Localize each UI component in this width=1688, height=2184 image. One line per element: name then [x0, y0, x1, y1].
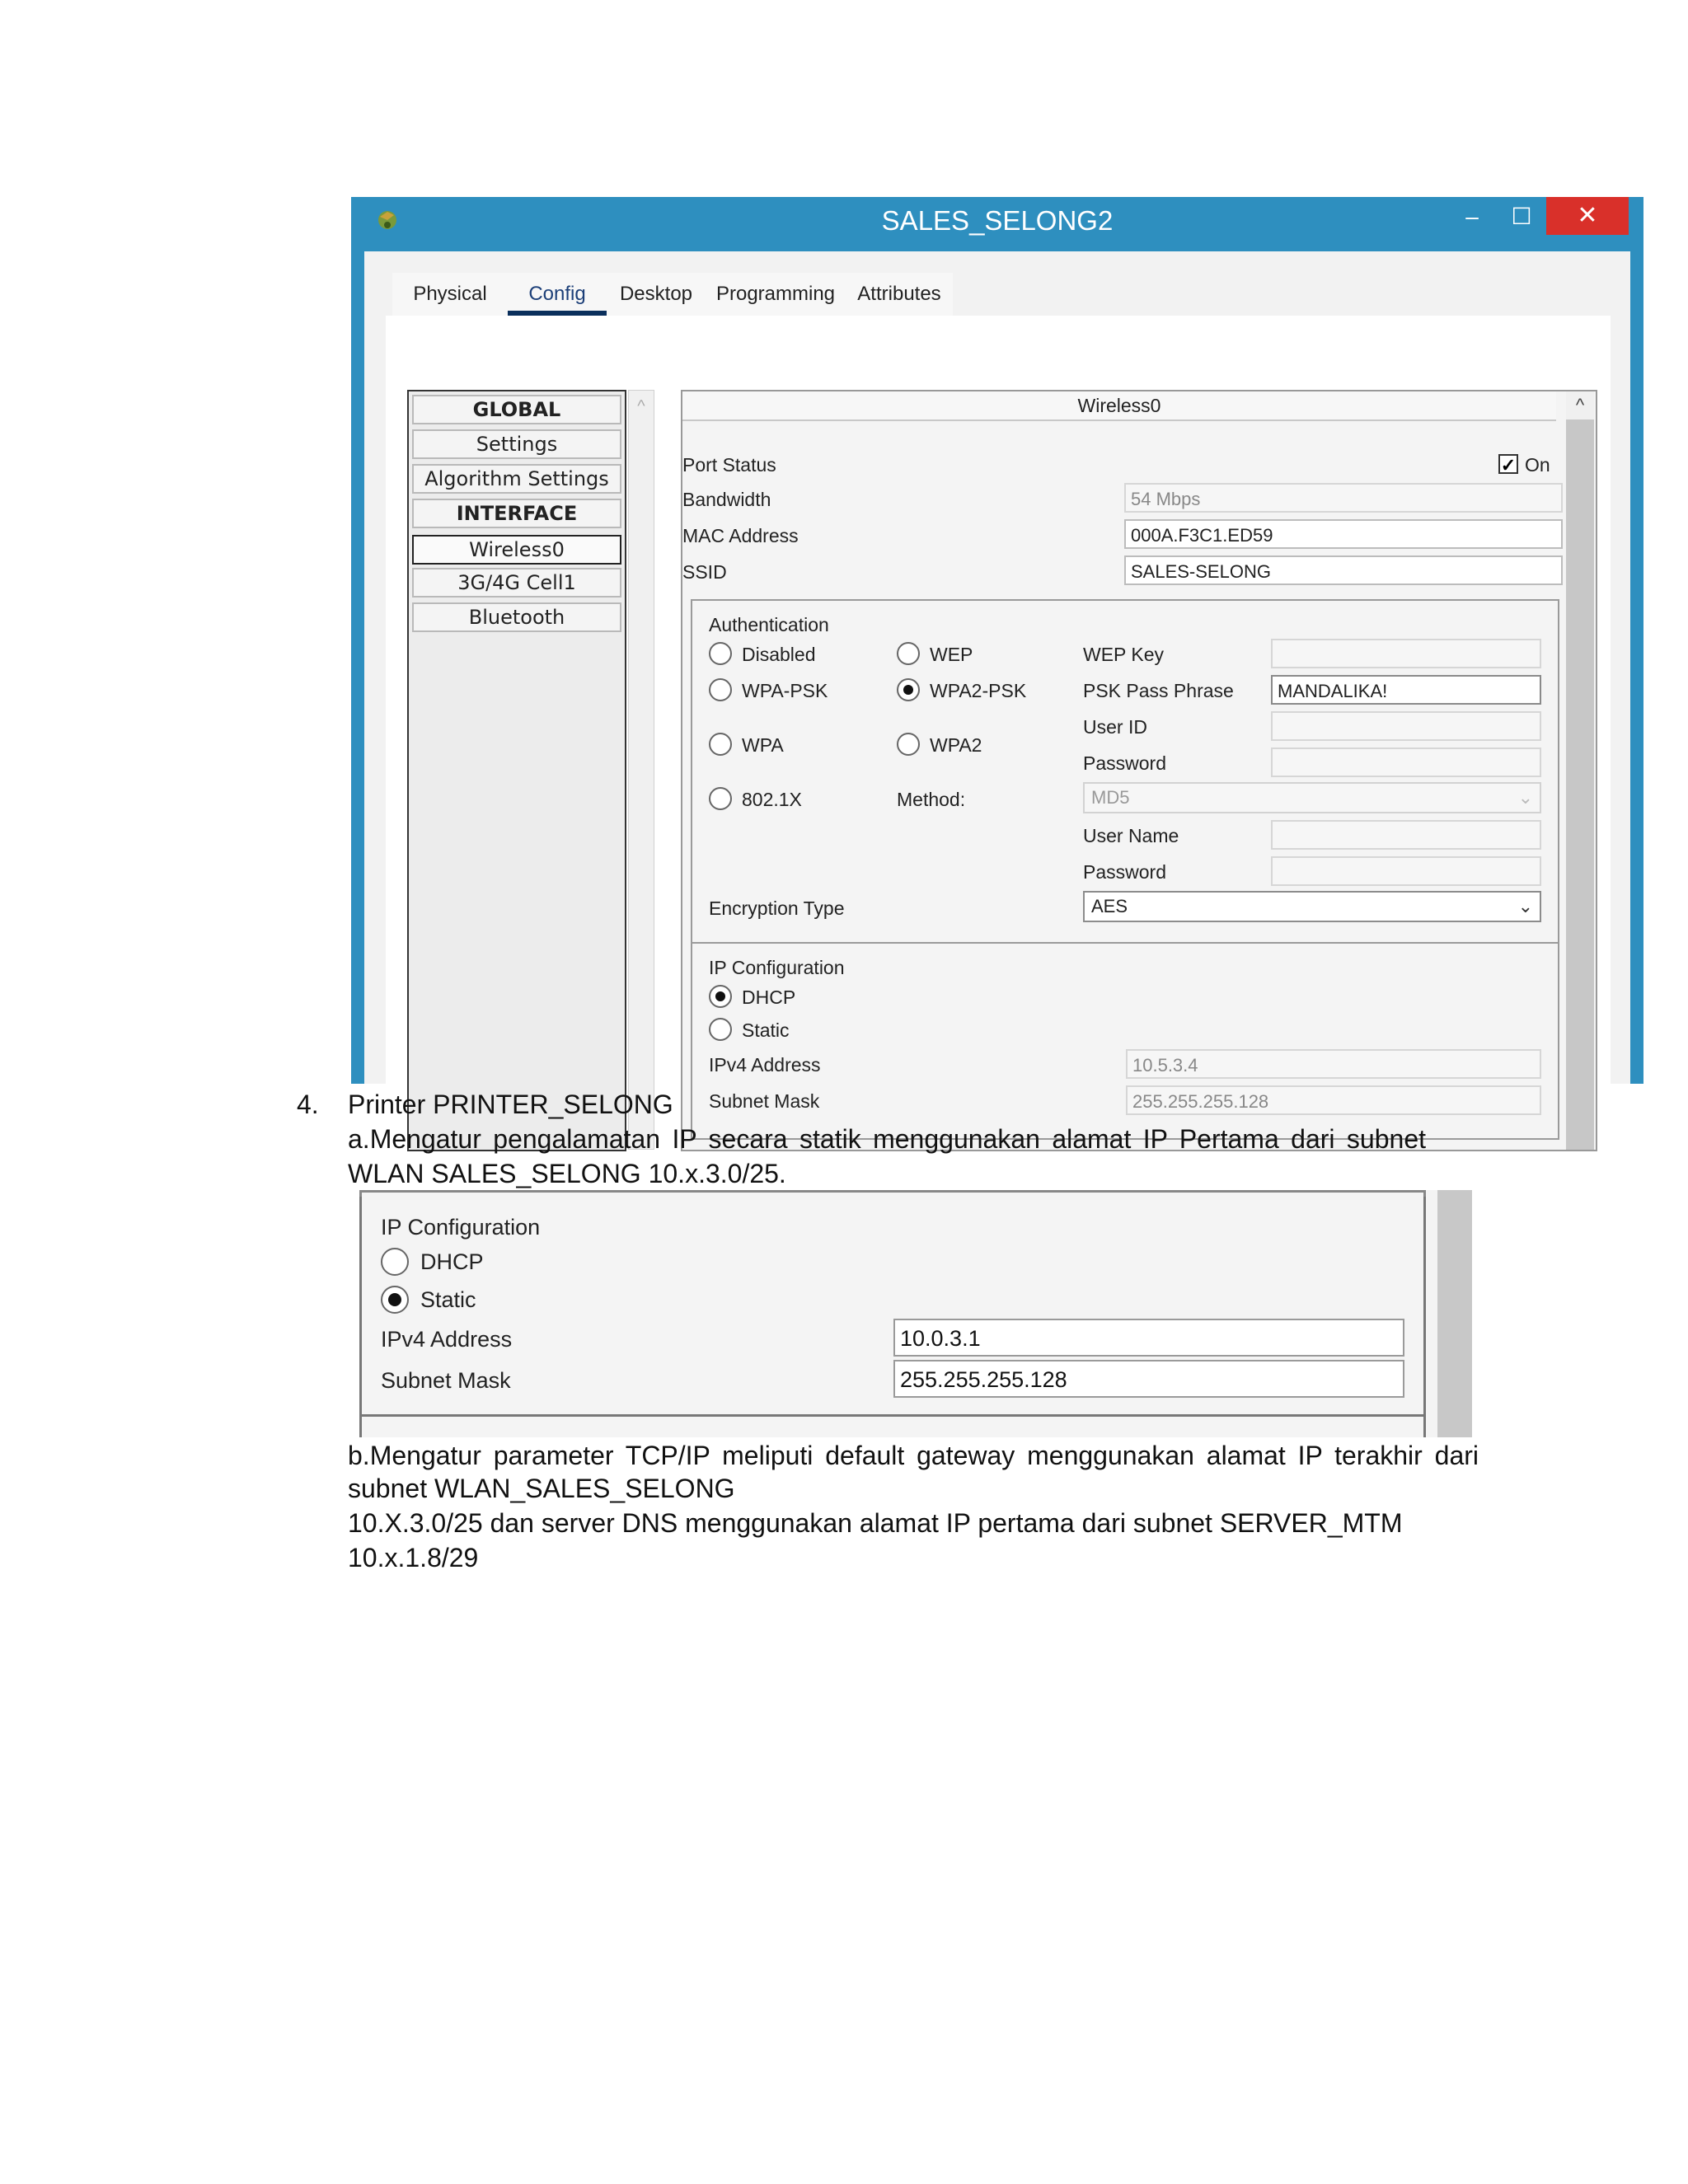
frame-top-border [359, 1190, 1426, 1197]
sidebar-item-interface[interactable]: INTERFACE [412, 499, 621, 528]
wep-key-field [1271, 639, 1541, 668]
item-title: Printer PRINTER_SELONG [348, 1090, 673, 1119]
ip-dhcp-radio[interactable] [381, 1248, 409, 1276]
ipv4-address-field[interactable]: 10.0.3.1 [893, 1319, 1404, 1357]
psk-pass-phrase-label: PSK Pass Phrase [1083, 680, 1234, 701]
ip-dhcp-label: DHCP [420, 1249, 484, 1274]
encryption-type-value: AES [1091, 896, 1128, 916]
ip-static-label: Static [742, 1019, 790, 1041]
wireless-config-panel [681, 390, 1597, 1151]
subnet-mask-label: Subnet Mask [381, 1368, 511, 1393]
item-number: 4. [297, 1090, 319, 1119]
scroll-up-icon[interactable]: ^ [1566, 391, 1594, 419]
window-title: SALES_SELONG2 [881, 205, 1114, 236]
sidebar-item-3g4g-cell1[interactable]: 3G/4G Cell1 [412, 568, 621, 598]
subnet-mask-field[interactable]: 255.255.255.128 [893, 1360, 1404, 1398]
ssid-label: SSID [682, 561, 727, 583]
subnet-mask-field: 255.255.255.128 [1126, 1085, 1541, 1115]
ipv4-address-label: IPv4 Address [709, 1054, 821, 1076]
sidebar-scrollbar[interactable] [628, 390, 654, 1150]
auth-wpa2-psk-radio[interactable] [897, 678, 920, 701]
paragraph-a-line1: a.Mengatur pengalamatan IP secara statik menggunakan alamat IP Pertama dari subnet [348, 1124, 1426, 1154]
subnet-mask-label: Subnet Mask [709, 1090, 820, 1112]
paragraph-a-line2: WLAN SALES_SELONG 10.x.3.0/25. [348, 1159, 786, 1188]
paragraph-b-line4: 10.x.1.8/29 [348, 1543, 479, 1572]
auth-wep-radio[interactable] [897, 642, 920, 665]
chevron-down-icon: ⌄ [1517, 787, 1533, 808]
auth-wep-label: WEP [930, 644, 973, 665]
user-name-field [1271, 820, 1541, 850]
ip-config-screenshot [359, 1190, 1472, 1437]
sidebar-item-bluetooth[interactable]: Bluetooth [412, 602, 621, 632]
ip-configuration-title: IP Configuration [381, 1215, 541, 1240]
auth-wpa2-label: WPA2 [930, 734, 982, 756]
sidebar [407, 390, 626, 1151]
ipv4-address-label: IPv4 Address [381, 1327, 513, 1352]
tab-desktop[interactable]: Desktop [607, 273, 706, 316]
wep-key-label: WEP Key [1083, 644, 1164, 665]
port-status-label: Port Status [682, 454, 776, 476]
tab-physical[interactable]: Physical [392, 273, 508, 316]
bandwidth-field: 54 Mbps [1124, 483, 1563, 513]
method-select [1083, 782, 1541, 813]
auth-wpa-label: WPA [742, 734, 784, 756]
minimize-button[interactable]: – [1465, 204, 1479, 229]
ip-dhcp-radio[interactable] [709, 985, 732, 1008]
psk-pass-phrase-field[interactable]: MANDALIKA! [1271, 675, 1541, 705]
auth-wpa2-psk-label: WPA2-PSK [930, 680, 1027, 701]
paragraph-b-line1: b.Mengatur parameter TCP/IP meliputi default gateway menggunakan alamat IP terakhir dari [348, 1441, 1479, 1470]
ip-dhcp-label: DHCP [742, 987, 796, 1008]
ip-static-radio[interactable] [709, 1018, 732, 1041]
ip-static-radio[interactable] [381, 1286, 409, 1314]
password2-field [1271, 856, 1541, 886]
ip-static-label: Static [420, 1287, 476, 1312]
ip-configuration-title: IP Configuration [709, 957, 845, 978]
sidebar-item-algorithm-settings[interactable]: Algorithm Settings [412, 464, 621, 494]
paragraph-b-line2: subnet WLAN_SALES_SELONG [348, 1474, 735, 1503]
auth-wpa-psk-label: WPA-PSK [742, 680, 828, 701]
chevron-down-icon: ⌄ [1517, 896, 1533, 916]
mac-address-label: MAC Address [682, 525, 799, 546]
sidebar-item-global[interactable]: GLOBAL [412, 395, 621, 424]
tab-config[interactable]: Config [508, 273, 607, 316]
auth-8021x-radio[interactable] [709, 787, 732, 810]
ssid-field[interactable]: SALES-SELONG [1124, 555, 1563, 585]
authentication-group [691, 599, 1559, 944]
panel-title: Wireless0 [682, 391, 1556, 421]
panel-scrollbar[interactable] [1566, 391, 1594, 1150]
auth-disabled-label: Disabled [742, 644, 816, 665]
port-status-checkbox[interactable]: ✓ [1498, 454, 1518, 474]
encryption-type-select[interactable] [1083, 891, 1541, 922]
password2-label: Password [1083, 861, 1166, 883]
user-name-label: User Name [1083, 825, 1179, 846]
paragraph-b-line3: 10.X.3.0/25 dan server DNS menggunakan alamat IP pertama dari subnet SERVER_MTM [348, 1508, 1403, 1538]
sidebar-item-wireless0[interactable]: Wireless0 [412, 535, 621, 565]
scroll-up-icon[interactable]: ^ [637, 397, 645, 415]
port-status-on-label: On [1525, 454, 1550, 476]
encryption-type-label: Encryption Type [709, 898, 845, 919]
close-button[interactable]: ✕ [1546, 197, 1629, 235]
tab-bar [392, 273, 1604, 316]
ipv4-address-field: 10.5.3.4 [1126, 1049, 1541, 1079]
ip-configuration-group [691, 942, 1559, 1140]
tab-programming[interactable]: Programming [706, 273, 846, 316]
sidebar-item-settings[interactable]: Settings [412, 429, 621, 459]
frame-bottom-border [359, 1414, 1426, 1420]
bandwidth-label: Bandwidth [682, 489, 771, 510]
tab-attributes[interactable]: Attributes [846, 273, 953, 316]
mac-address-field[interactable]: 000A.F3C1.ED59 [1124, 519, 1563, 549]
method-value: MD5 [1091, 787, 1130, 808]
user-id-field [1271, 711, 1541, 741]
user-id-label: User ID [1083, 716, 1147, 738]
method-label: Method: [897, 789, 966, 810]
password-label: Password [1083, 752, 1166, 774]
auth-disabled-radio[interactable] [709, 642, 732, 665]
panel-scrollbar[interactable] [1437, 1190, 1472, 1437]
auth-wpa2-radio[interactable] [897, 733, 920, 756]
authentication-title: Authentication [709, 614, 829, 635]
auth-wpa-psk-radio[interactable] [709, 678, 732, 701]
auth-wpa-radio[interactable] [709, 733, 732, 756]
auth-8021x-label: 802.1X [742, 789, 802, 810]
password-field [1271, 748, 1541, 777]
maximize-button[interactable]: ☐ [1511, 204, 1532, 229]
